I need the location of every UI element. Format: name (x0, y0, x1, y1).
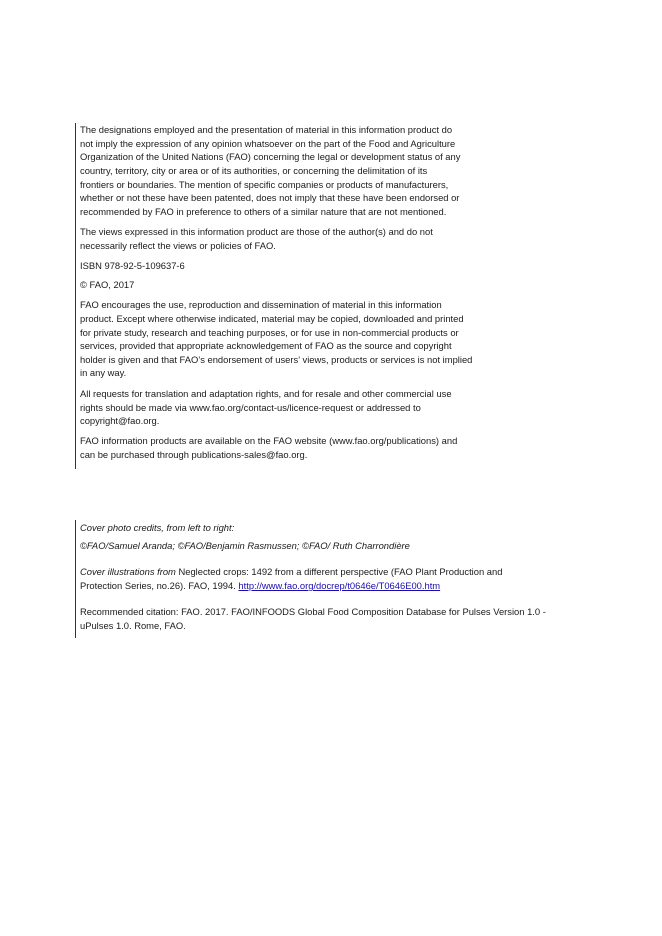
citation-line: Recommended citation: FAO. 2017. FAO/INFOODS Global Food Composition Database for Pulses Version 1.0 - (80, 606, 546, 617)
citation-line: uPulses 1.0. Rome, FAO. (80, 620, 186, 631)
text-line: not imply the expression of any opinion whatsoever on the part of the Food and Agriculture (80, 138, 456, 149)
illustration-credits-line2 (80, 580, 440, 592)
isbn: ISBN 978-92-5-109637-6 (80, 260, 185, 271)
illustration-credits-line1 (80, 566, 502, 578)
illustration-credits-text: Protection Series, no.26). FAO, 1994. (80, 580, 239, 591)
text-line: for private study, research and teaching purposes, or for use in non-commercial products or (80, 327, 459, 338)
text-line: copyright@fao.org. (80, 415, 160, 426)
text-line: rights should be made via www.fao.org/contact-us/licence-request or addressed to (80, 402, 421, 413)
text-line: FAO information products are available on the FAO website (www.fao.org/publications) and (80, 435, 458, 446)
text-line: All requests for translation and adaptation rights, and for resale and other commercial use (80, 388, 452, 399)
text-line: The views expressed in this information product are those of the author(s) and do not (80, 226, 433, 237)
text-line: services, provided that appropriate acknowledgement of FAO as the source and copyright (80, 340, 452, 351)
text-line: The designations employed and the presentation of material in this information product do (80, 124, 453, 135)
text-line: FAO encourages the use, reproduction and dissemination of material in this information (80, 299, 442, 310)
copyright: © FAO, 2017 (80, 279, 135, 290)
margin-rule-top (75, 123, 76, 469)
text-line: country, territory, city or area or of its authorities, or concerning the delimitation of its (80, 165, 428, 176)
text-line: holder is given and that FAO’s endorsement of users’ views, products or services is not implied (80, 354, 473, 365)
text-line: Organization of the United Nations (FAO) concerning the legal or development status of any (80, 151, 461, 162)
text-line: whether or not these have been patented, does not imply that these have been endorsed or (80, 192, 460, 203)
text-line: frontiers or boundaries. The mention of specific companies or products of manufacturers, (80, 179, 449, 190)
illustration-credits-text: Neglected crops: 1492 from a different perspective (FAO Plant Production and (175, 566, 503, 577)
text-line: product. Except where otherwise indicated, material may be copied, downloaded and printed (80, 313, 464, 324)
text-line: in any way. (80, 367, 127, 378)
text-line: recommended by FAO in preference to others of a similar nature that are not mentioned. (80, 206, 447, 217)
illustration-credits-label: Cover illustrations from (80, 566, 176, 577)
margin-rule-bottom (75, 520, 76, 638)
photo-credits-heading: Cover photo credits, from left to right: (80, 522, 235, 533)
illustration-source-link[interactable]: http://www.fao.org/docrep/t0646e/T0646E00.htm (238, 580, 441, 591)
photo-credits-names: ©FAO/Samuel Aranda; ©FAO/Benjamin Rasmussen; ©FAO/ Ruth Charrondière (80, 540, 410, 551)
text-line: necessarily reflect the views or policies of FAO. (80, 240, 276, 251)
text-line: can be purchased through publications-sales@fao.org. (80, 449, 308, 460)
